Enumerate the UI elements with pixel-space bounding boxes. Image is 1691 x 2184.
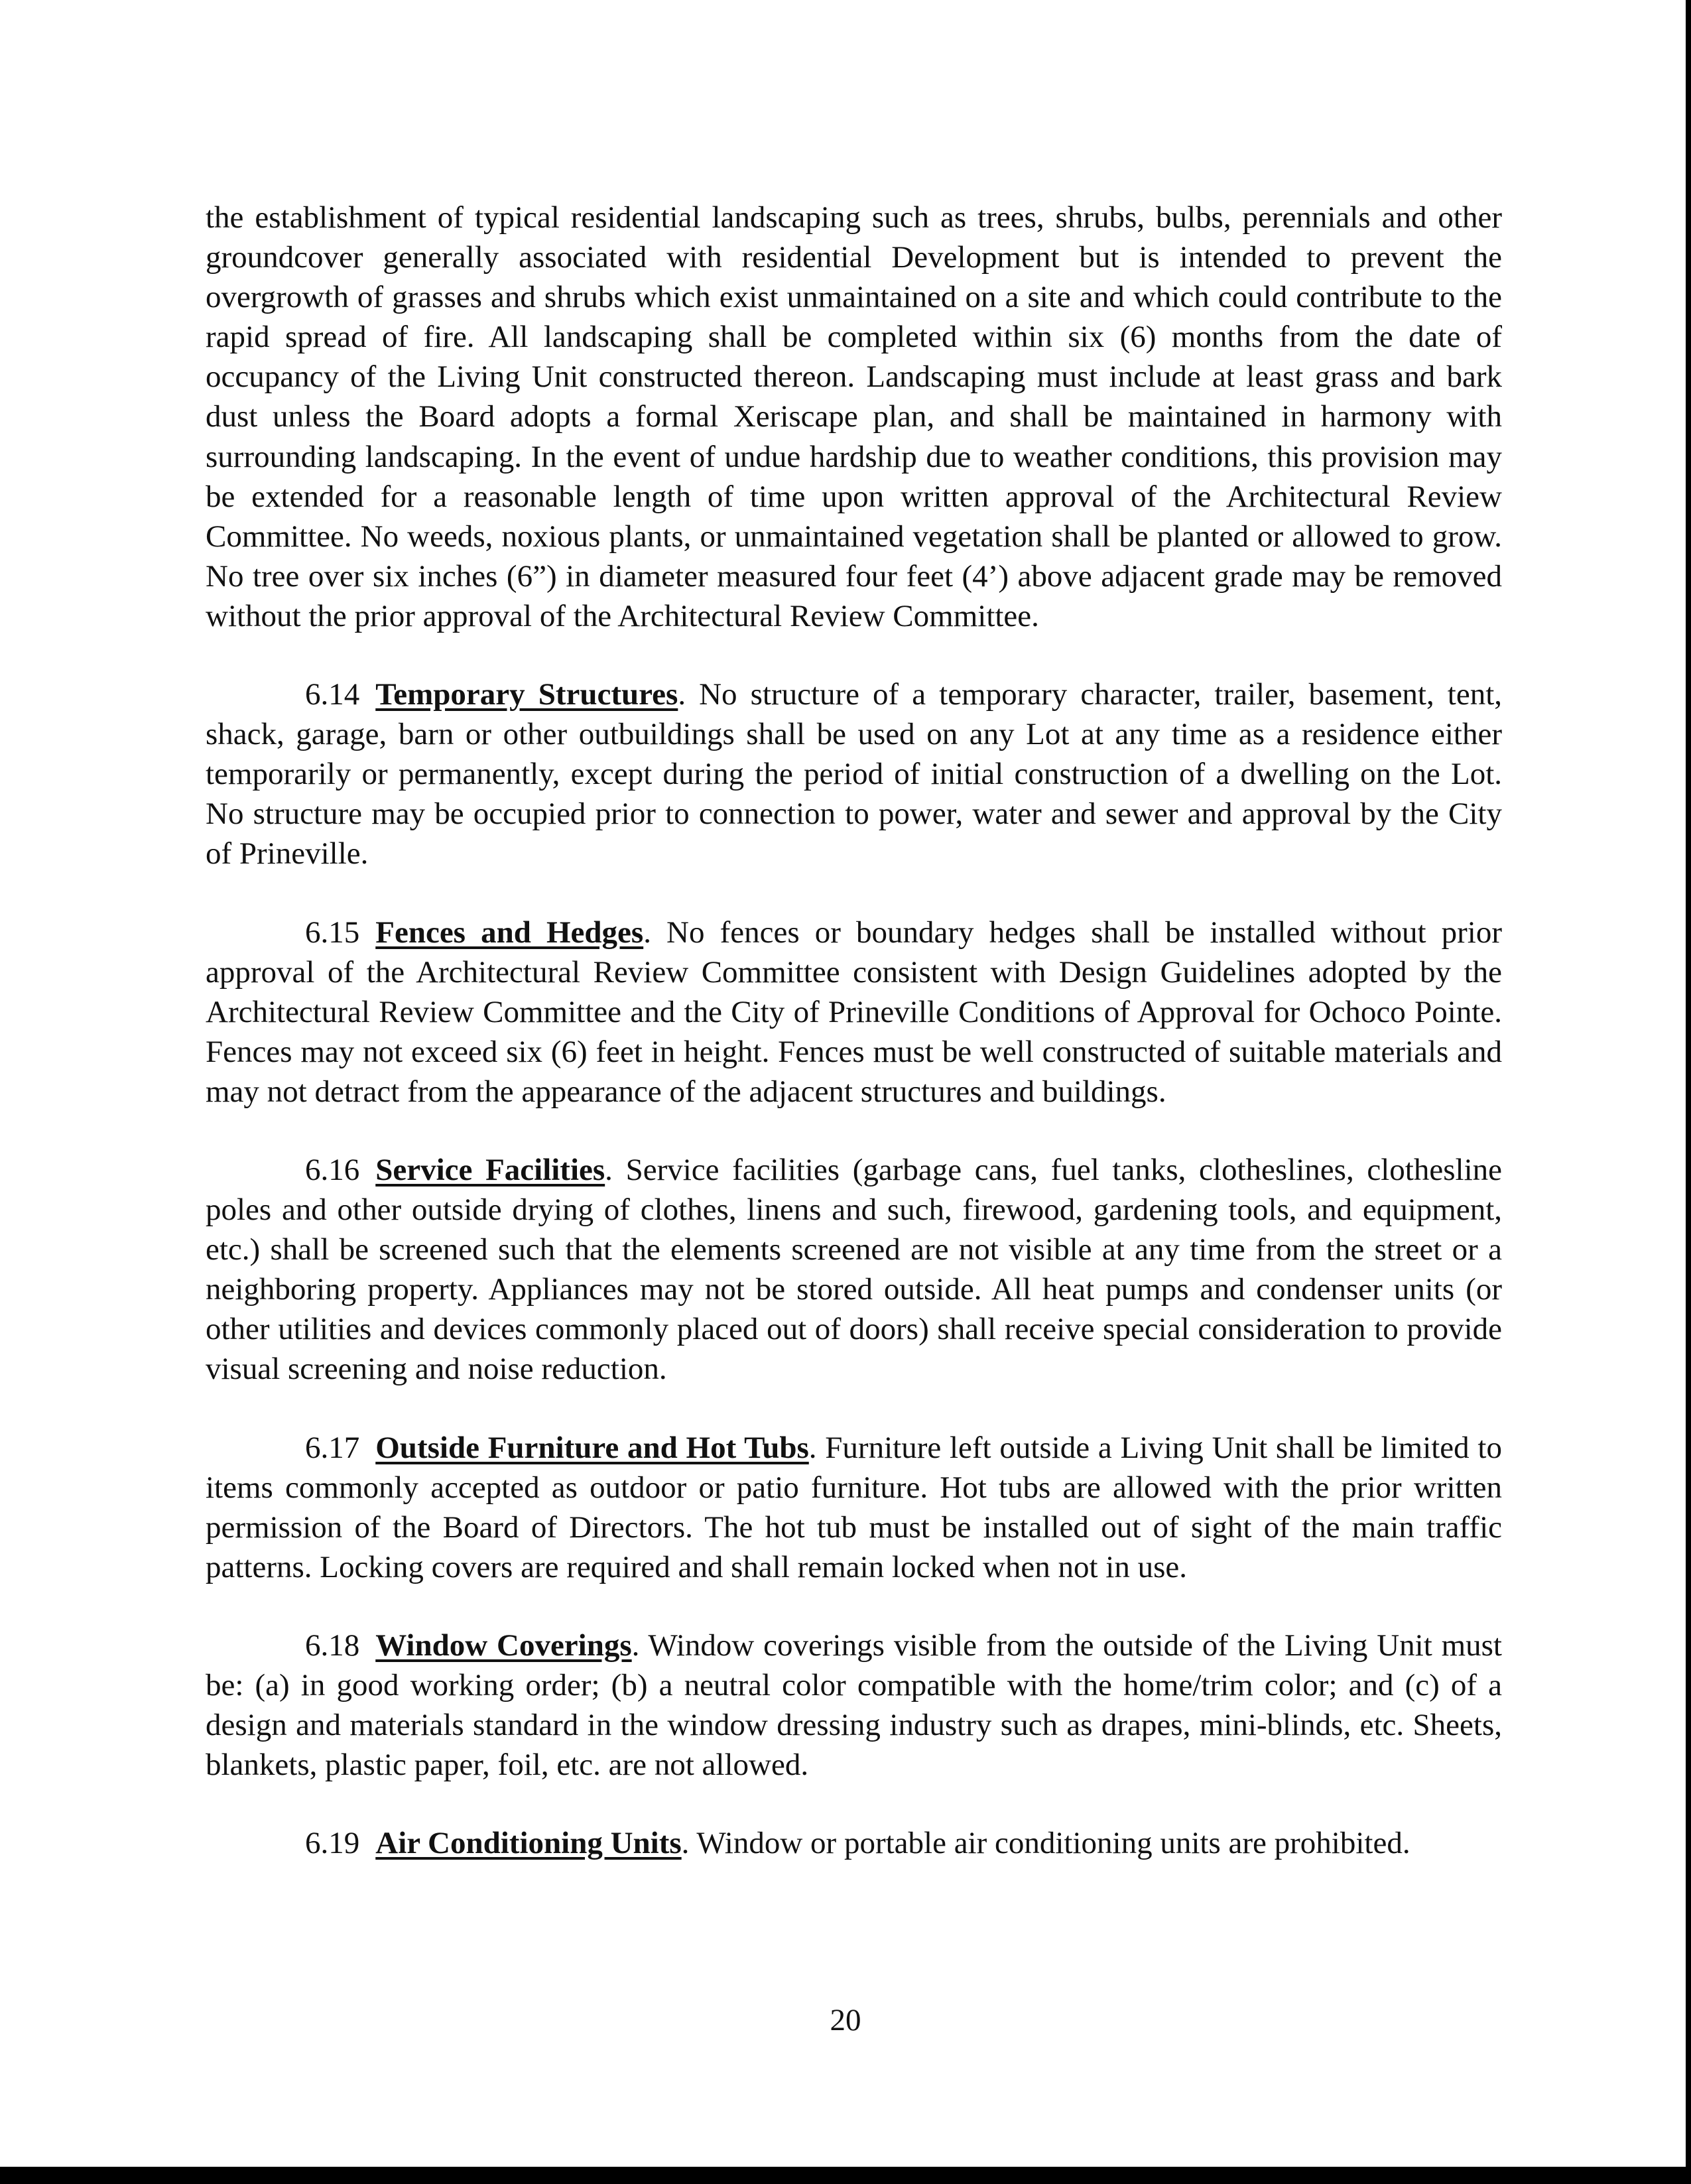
section-6-15 [206, 913, 1502, 1112]
scan-border-right [1686, 0, 1691, 2184]
intro-paragraph: the establishment of typical residential landscaping such as trees, shrubs, bulbs, perennials and other groundcover generally associated with residential Development but is intended to prevent the overgrowth of grasses and shrubs which exist unmaintained on a site and which could contribute to the rapid spread of fire. All landscaping shall be completed within six (6) months from the date of occupancy of the Living Unit constructed thereon. Landscaping must include at least grass and bark dust unless the Board adopts a formal Xeriscape plan, and shall be maintained in harmony with surrounding landscaping. In the event of undue hardship due to weather conditions, this provision may be extended for a reasonable length of time upon written approval of the Architectural Review Committee. No weeds, noxious plants, or unmaintained vegetation shall be planted or allowed to grow. No tree over six inches (6”) in diameter measured four feet (4’) above adjacent grade may be removed without the prior approval of the Architectural Review Committee. [206, 200, 1502, 633]
section-body: . Furniture left outside a Living Unit shall be limited to items commonly accepted as outdoor or patio furniture. Hot tubs are allowed with the prior written permission of the Board of Directors. The hot tub must be installed out of sight of the main traffic patterns. Locking covers are required and shall remain locked when not in use. [206, 1430, 1502, 1584]
section-title: Fences and Hedges [375, 915, 644, 950]
section-number: 6.19 [305, 1826, 360, 1861]
section-6-17 [206, 1428, 1502, 1587]
section-6-16 [206, 1150, 1502, 1389]
section-number: 6.18 [305, 1628, 360, 1663]
section-number: 6.16 [305, 1152, 360, 1187]
section-title: Temporary Structures [375, 677, 678, 712]
page-number: 20 [830, 2003, 861, 2037]
section-title: Service Facilities [375, 1152, 605, 1187]
section-6-18 [206, 1626, 1502, 1785]
section-body: . Window coverings visible from the outside of the Living Unit must be: (a) in good working order; (b) a neutral color compatible with the home/trim color; and (c) of a design and materials standard in the window dressing industry such as drapes, mini-blinds, etc. Sheets, blankets, plastic paper, foil, etc. are not allowed. [206, 1628, 1502, 1783]
section-number: 6.14 [305, 677, 360, 712]
section-body: . Service facilities (garbage cans, fuel tanks, clotheslines, clothesline poles and other outside drying of clothes, linens and such, firewood, gardening tools, and equipment, etc.) shall be screened such that the elements screened are not visible at any time from the street or a neighboring property. Appliances may not be stored outside. All heat pumps and condenser units (or other utilities and devices commonly placed out of doors) shall receive special consideration to provide visual screening and noise reduction. [206, 1152, 1502, 1387]
scan-border-bottom [0, 2167, 1691, 2184]
section-number: 6.17 [305, 1430, 360, 1465]
section-title: Air Conditioning Units [375, 1826, 682, 1861]
section-6-14 [206, 674, 1502, 873]
section-title: Outside Furniture and Hot Tubs [375, 1430, 809, 1465]
section-body: . No fences or boundary hedges shall be installed without prior approval of the Architectural Review Committee consistent with Design Guidelines adopted by the Architectural Review Committee and the City of Prineville Conditions of Approval for Ochoco Pointe. Fences may not exceed six (6) feet in height. Fences must be well constructed of suitable materials and may not detract from the appearance of the adjacent structures and buildings. [206, 915, 1502, 1109]
section-number: 6.15 [305, 915, 360, 950]
section-6-19 [206, 1823, 1502, 1863]
document-body [206, 198, 1502, 1863]
section-body: . No structure of a temporary character, trailer, basement, tent, shack, garage, barn or other outbuildings shall be used on any Lot at any time as a residence either temporarily or permanently, except during the period of initial construction of a dwelling on the Lot. No structure may be occupied prior to connection to power, water and sewer and approval by the City of Prineville. [206, 677, 1503, 871]
section-title: Window Coverings [375, 1628, 632, 1663]
section-body: . Window or portable air conditioning units are prohibited. [681, 1826, 1410, 1861]
